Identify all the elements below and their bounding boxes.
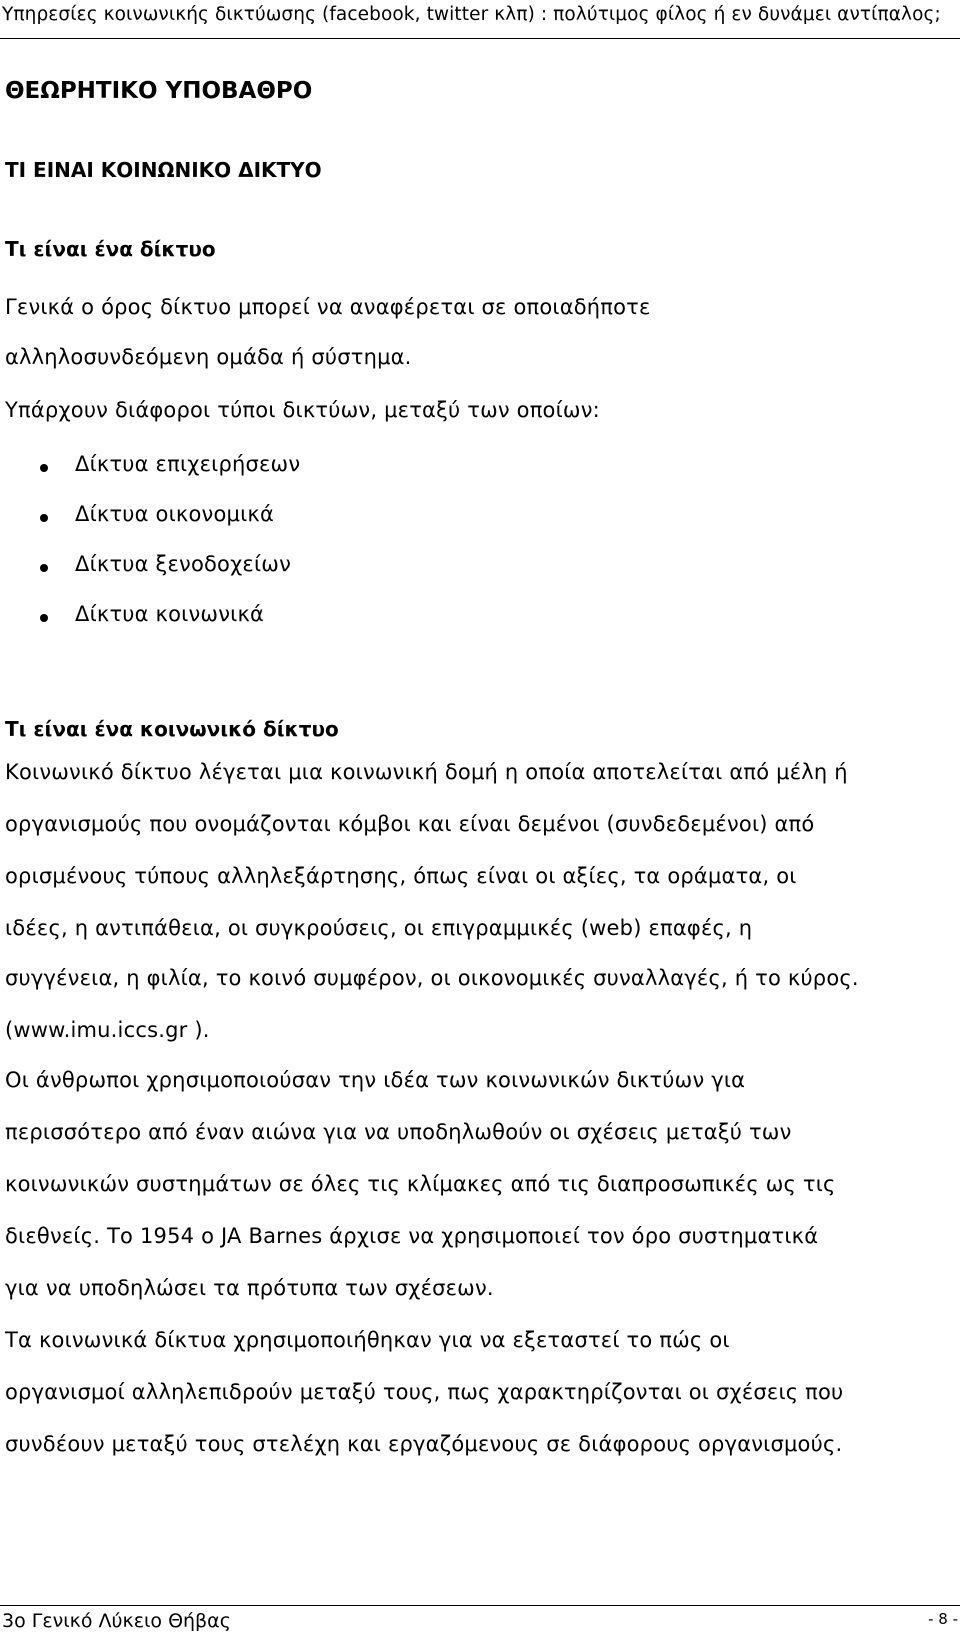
bullet-icon xyxy=(40,614,48,622)
list-item-label: Δίκτυα επιχειρήσεων xyxy=(75,452,301,476)
network-line: Υπάρχουν διάφοροι τύποι δικτύων, μεταξύ των οποίων: xyxy=(5,398,600,422)
paragraph-line: για να υποδηλώσει τα πρότυπα των σχέσεων. xyxy=(5,1276,494,1300)
paragraph-line: οργανισμοί αλληλεπιδρούν μεταξύ τους, πως χαρακτηρίζονται οι σχέσεις που xyxy=(5,1380,844,1404)
social-network-heading: Τι είναι ένα κοινωνικό δίκτυο xyxy=(5,717,339,741)
paragraph-line: κοινωνικών συστημάτων σε όλες τις κλίμακες από τις διαπροσωπικές ως τις xyxy=(5,1172,836,1196)
footer-school: 3ο Γενικό Λύκειο Θήβας xyxy=(2,1610,231,1632)
bullet-icon xyxy=(40,514,48,522)
paragraph-line: συγγένεια, η φιλία, το κοινό συμφέρον, οι οικονομικές συναλλαγές, ή το κύρος. xyxy=(5,966,859,990)
header-divider xyxy=(0,38,960,39)
network-heading: Τι είναι ένα δίκτυο xyxy=(5,237,216,261)
paragraph-line: οργανισμούς που ονομάζονται κόμβοι και είναι δεμένοι (συνδεδεμένοι) από xyxy=(5,812,815,836)
section-subtitle: ΤΙ ΕΙΝΑΙ ΚΟΙΝΩΝΙΚΟ ΔΙΚΤΥΟ xyxy=(5,158,322,182)
footer-divider xyxy=(0,1605,960,1606)
section-title: ΘΕΩΡΗΤΙΚΟ ΥΠΟΒΑΘΡΟ xyxy=(5,78,313,104)
list-item-label: Δίκτυα οικονομικά xyxy=(75,502,275,526)
paragraph-line: Τα κοινωνικά δίκτυα χρησιμοποιήθηκαν για να εξεταστεί το πώς οι xyxy=(5,1328,730,1352)
bullet-icon xyxy=(40,464,48,472)
page-number: - 8 - xyxy=(928,1610,958,1628)
paragraph-line: διεθνείς. Το 1954 ο JA Barnes άρχισε να χρησιμοποιεί τον όρο συστηματικά xyxy=(5,1224,819,1248)
paragraph-line: ιδέες, η αντιπάθεια, οι συγκρούσεις, οι επιγραμμικές (web) επαφές, η xyxy=(5,916,753,940)
paragraph-line: ορισμένους τύπους αλληλεξάρτησης, όπως είναι οι αξίες, τα οράματα, οι xyxy=(5,864,797,888)
paragraph-line: Οι άνθρωποι χρησιμοποιούσαν την ιδέα των κοινωνικών δικτύων για xyxy=(5,1068,746,1092)
network-line: Γενικά ο όρος δίκτυο μπορεί να αναφέρεται σε οποιαδήποτε xyxy=(5,295,651,319)
running-header: Υπηρεσίες κοινωνικής δικτύωσης (facebook, twitter κλπ) : πολύτιμος φίλος ή εν δυνάμει αντίπαλος; xyxy=(2,4,941,25)
paragraph-line: περισσότερο από έναν αιώνα για να υποδηλωθούν οι σχέσεις μεταξύ των xyxy=(5,1120,792,1144)
citation: (www.imu.iccs.gr ). xyxy=(5,1018,210,1042)
list-item-label: Δίκτυα κοινωνικά xyxy=(75,602,265,626)
bullet-icon xyxy=(40,564,48,572)
network-line: αλληλοσυνδεόμενη ομάδα ή σύστημα. xyxy=(5,345,412,369)
list-item-label: Δίκτυα ξενοδοχείων xyxy=(75,552,291,576)
paragraph-line: συνδέουν μεταξύ τους στελέχη και εργαζόμενους σε διάφορους οργανισμούς. xyxy=(5,1432,843,1456)
paragraph-line: Κοινωνικό δίκτυο λέγεται μια κοινωνική δομή η οποία αποτελείται από μέλη ή xyxy=(5,760,848,784)
